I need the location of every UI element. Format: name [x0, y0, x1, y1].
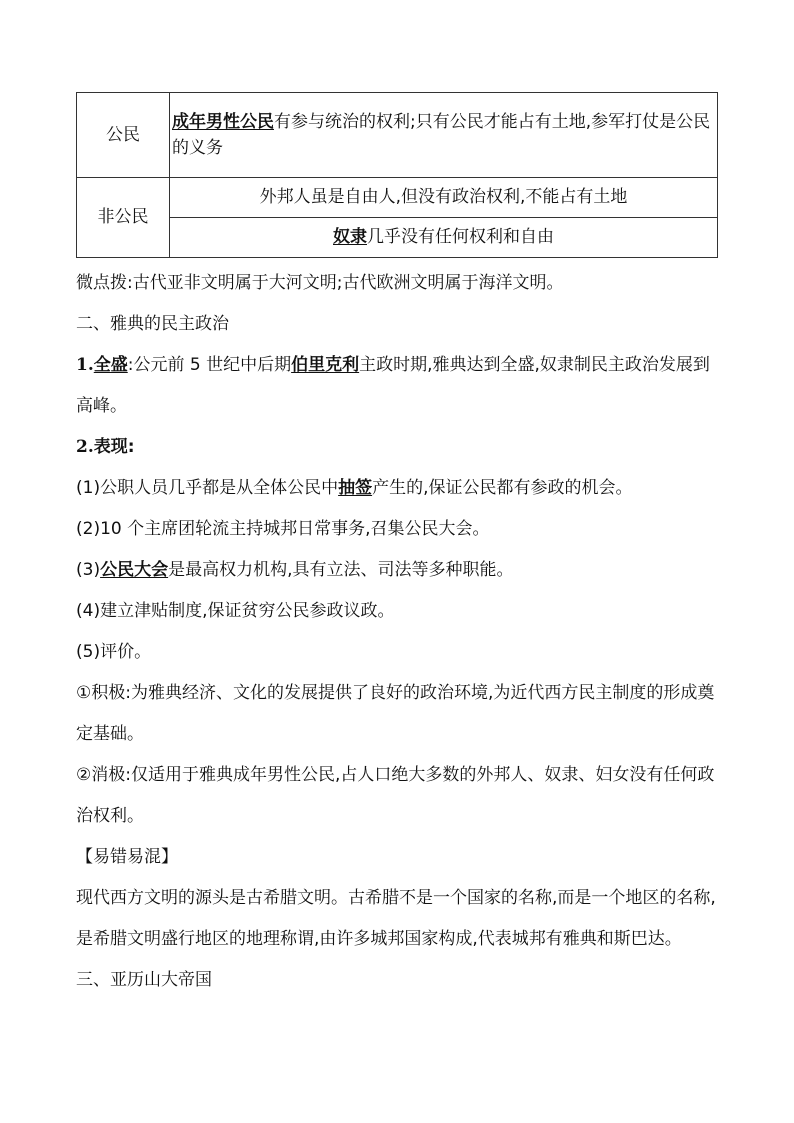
- slave-description: [170, 218, 718, 258]
- point-allowance: (4)建立津贴制度,保证贫穷公民参政议政。: [76, 601, 395, 621]
- easy-mistake-text: 现代西方文明的源头是古希腊文明。古希腊不是一个国家的名称,而是一个地区的名称,是希腊文明盛行地区的地理称谓,由许多城邦国家构成,代表城邦有雅典和斯巴达。: [76, 888, 716, 949]
- tip-note: 微点拨:古代亚非文明属于大河文明;古代欧洲文明属于海洋文明。: [76, 273, 564, 293]
- row-label-citizen: 公民: [77, 93, 170, 178]
- easy-mistake-title: 【易错易混】: [76, 847, 178, 867]
- evaluation-negative: ②消极:仅适用于雅典成年男性公民,占人口绝大多数的外邦人、奴隶、妇女没有任何政治权利。: [76, 765, 715, 826]
- point-assembly-text-b: 是最高权力机构,具有立法、司法等多种职能。: [168, 560, 514, 580]
- item-number: 1.: [76, 355, 94, 375]
- item-peak-text-a: :公元前 5 世纪中后期: [127, 355, 292, 375]
- point-assembly: [76, 550, 720, 591]
- point-lottery-text-b: 产生的,保证公民都有参政的机会。: [372, 478, 633, 498]
- slave-description-text: 几乎没有任何权利和自由: [367, 227, 554, 248]
- keyword-peak: 全盛: [93, 355, 128, 375]
- table-row-slave: [77, 218, 718, 258]
- section-title-athens-democracy: 二、雅典的民主政治: [76, 314, 229, 334]
- table-row-non-citizen-foreigner: [77, 178, 718, 218]
- item-number: 2.: [76, 437, 94, 457]
- manifestation-heading: 表现:: [93, 437, 135, 457]
- table-row-citizen: [77, 93, 718, 178]
- point-presidium: (2)10 个主席团轮流主持城邦日常事务,召集公民大会。: [76, 519, 490, 539]
- row-label-non-citizen: 非公民: [77, 178, 170, 258]
- section-title-alexander-empire: 三、亚历山大帝国: [76, 970, 212, 990]
- item-peak: [76, 345, 720, 427]
- citizen-description: [170, 93, 718, 178]
- keyword-slave: 奴隶: [333, 227, 367, 248]
- keyword-citizen-assembly: 公民大会: [100, 560, 169, 580]
- citizen-description-text: 有参与统治的权利;只有公民才能占有土地,参军打仗是公民的义务: [172, 111, 711, 158]
- point-evaluation: (5)评价。: [76, 642, 152, 662]
- point-lottery: [76, 468, 720, 509]
- point-lottery-text-a: (1)公职人员几乎都是从全体公民中: [76, 478, 339, 498]
- keyword-lottery: 抽签: [338, 478, 373, 498]
- foreigner-description: 外邦人虽是自由人,但没有政治权利,不能占有土地: [170, 178, 718, 218]
- document-page: [76, 92, 720, 1001]
- item-manifestation-title: [76, 427, 720, 468]
- citizen-table: [76, 92, 718, 258]
- keyword-pericles: 伯里克利: [291, 355, 360, 375]
- evaluation-positive: ①积极:为雅典经济、文化的发展提供了良好的政治环境,为近代西方民主制度的形成奠定基础。: [76, 683, 715, 744]
- point-assembly-text-a: (3): [76, 560, 101, 580]
- keyword-adult-male-citizen: 成年男性公民: [172, 111, 274, 132]
- item-peak-text-b: 主政时期,雅典达到全盛,奴隶制民主政治发展到高峰。: [76, 355, 710, 416]
